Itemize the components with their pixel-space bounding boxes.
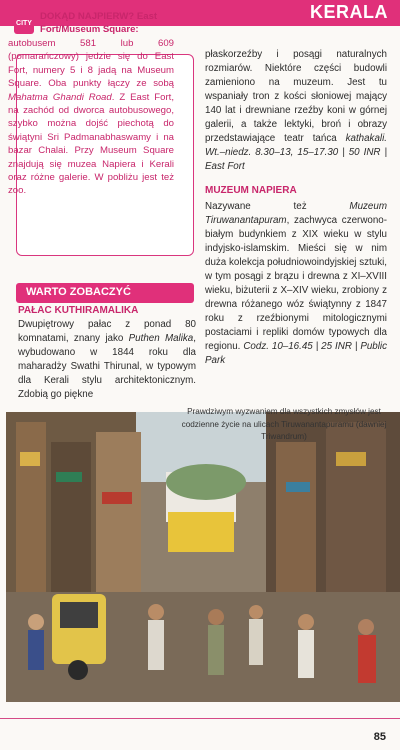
museum-heading: MUZEUM NAPIERA (205, 185, 297, 196)
photo-caption: Prawdziwym wyzwaniem dla wszystkich zmysłów jest codzienne życie na ulicach Tiruwanantapuramu (dawniej Triwandrum) (181, 407, 387, 441)
street-scene-image (6, 412, 400, 702)
city-box-heading: DOKĄD NAJPIERW? East Fort/Museum Square: (40, 11, 158, 35)
palace-body: Dwupiętrowy pałac z ponad 80 komnatami, znany jako Puthen Malika, wybudowano w 1844 roku dla maharadży Swathi Thirunal, w typowym dla Kerali stylu architektonicznym. Zdobią go piękne (18, 319, 196, 400)
right-column (205, 48, 387, 368)
page-number: 85 (373, 731, 386, 743)
city-box-body: autobusem 581 lub 609 (pomarańczowy) jedzie się do East Fort, numery 5 i 8 jadą na Museum Square. Oba punkty łączy ze sobą Mahatma Ghandi Road. Z East Fort, na zachód od dworca autobusowego, szybko można dojść piechotą do świątyni Sri Padmanabhaswamy i na bazar Chalai. Przy Museum Square znajdują się muzea Napiera i Kerali oraz różne galerie. W pobliżu jest też zoo. (8, 38, 174, 197)
city-icon: CITY (14, 12, 34, 34)
street-photo (6, 412, 400, 702)
region-title: KERALA (310, 2, 388, 22)
footer-divider (0, 718, 400, 719)
palace-heading: PAŁAC KUTHIRAMALIKA (18, 305, 139, 316)
museum-body: Nazywane też Muzeum Tiruwanantapuram, zachwyca czerwono-białym budynkiem z XIX wieku w stylu indyjsko-islamskim. Mieści się w nim duża kolekcja południowoindyjskiej sztuki, w tym posągi z brązu i drewna z XI–XVIII wieku, biżuterii z X–XIV wieku, zrobiony z drewna różanego wóz świątynny z 1847 roku z rzeźbionymi mitologicznymi postaciami i repliki domów typowych dla regionu. Codz. 10–16.45 | 25 INR | Public Park (205, 201, 387, 366)
section-title-bar: WARTO ZOBACZYĆ (16, 283, 194, 303)
palace-continuation: płaskorzeźby i posągi naturalnych rozmiarów. Niektóre części budowli zamieniono na muzeum. Jest tu wspaniały tron z kości słoniowej mający 140 lat i drewniane rzeźby koni w górnej galerii, a także lektyki, broń i obrazy przedstawiające teatr tańca kathakali. Wt.–niedz. 8.30–13, 15–17.30 | 50 INR | East Fort (205, 49, 387, 172)
